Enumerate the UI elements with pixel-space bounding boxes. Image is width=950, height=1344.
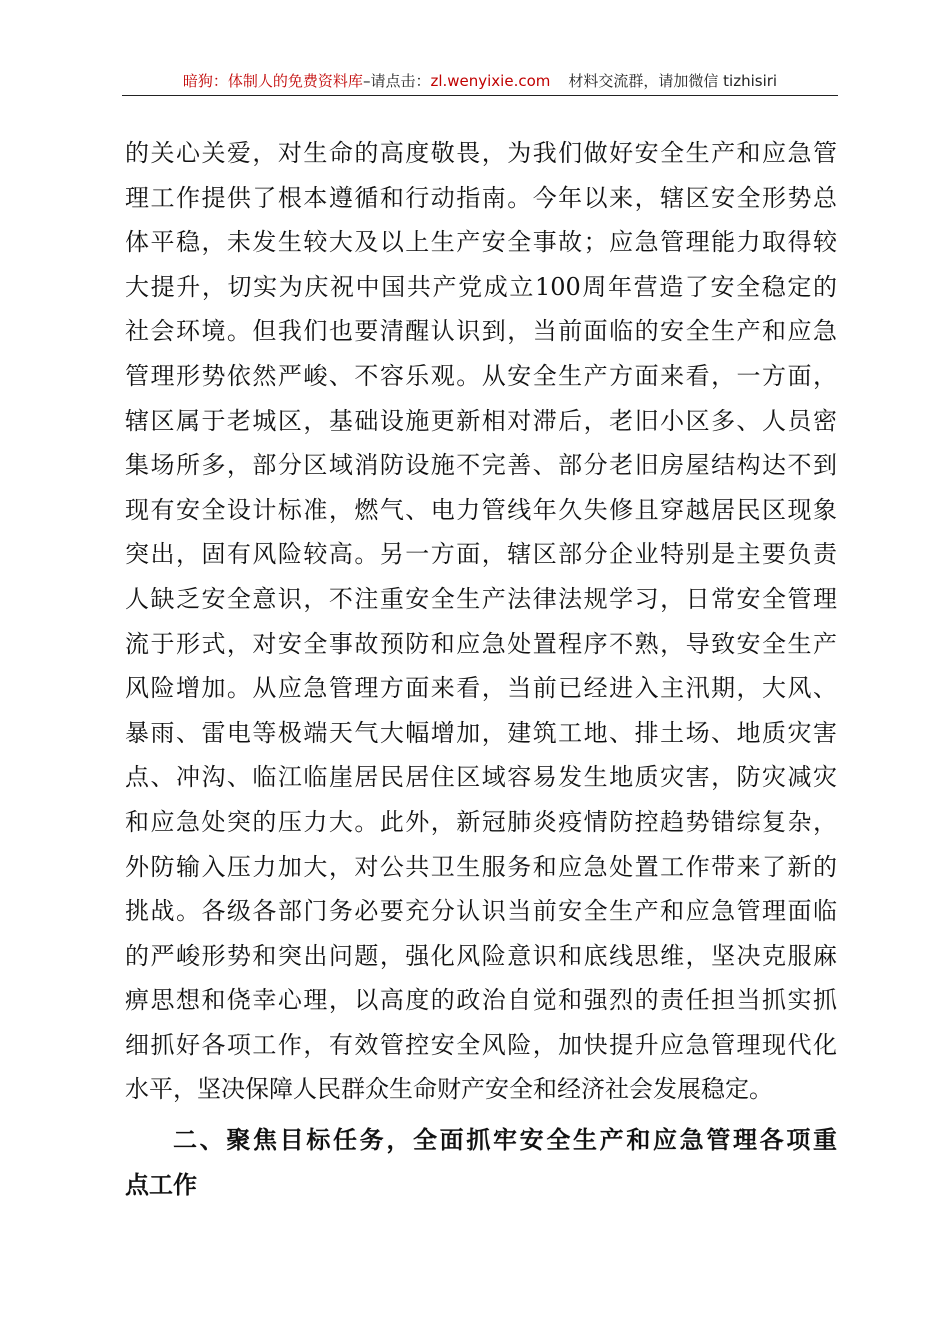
text-line: 集场所多，部分区域消防设施不完善、部分老旧房屋结构达不到	[125, 451, 837, 480]
section-heading	[125, 1117, 837, 1206]
heading-line: 点工作	[125, 1170, 197, 1199]
header-divider	[122, 95, 838, 96]
text-line: 管理形势依然严峻、不容乐观。从安全生产方面来看，一方面，	[125, 361, 837, 390]
text-line: 暴雨、雷电等极端天气大幅增加，建筑工地、排土场、地质灾害	[125, 718, 837, 747]
header-contact: 材料交流群，请加微信 tizhisiri	[568, 72, 778, 90]
heading-line: 二、聚焦目标任务，全面抓牢安全生产和应急管理各项重	[173, 1126, 837, 1154]
text-line: 人缺乏安全意识，不注重安全生产法律法规学习，日常安全管理	[125, 584, 837, 613]
text-line: 的关心关爱，对生命的高度敬畏，为我们做好安全生产和应急管	[125, 139, 837, 167]
page-header	[122, 64, 838, 98]
text-line: 体平稳，未发生较大及以上生产安全事故；应急管理能力取得较	[125, 228, 837, 257]
text-line: 辖区属于老城区，基础设施更新相对滞后，老旧小区多、人员密	[125, 406, 837, 435]
text-line: 的严峻形势和突出问题，强化风险意识和底线思维，坚决克服麻	[125, 941, 837, 970]
text-line: 细抓好各项工作，有效管控安全风险，加快提升应急管理现代化	[125, 1030, 837, 1059]
text-line: 水平，坚决保障人民群众生命财产安全和经济社会发展稳定。	[125, 1075, 773, 1104]
text-line: 社会环境。但我们也要清醒认识到，当前面临的安全生产和应急	[125, 317, 837, 346]
text-line: 流于形式，对安全事故预防和应急处置程序不熟，导致安全生产	[125, 629, 837, 658]
text-line: 大提升，切实为庆祝中国共产党成立100周年营造了安全稳定的	[125, 272, 837, 301]
body-paragraph	[125, 131, 837, 1112]
text-line: 和应急处突的压力大。此外，新冠肺炎疫情防控趋势错综复杂，	[125, 807, 837, 836]
header-link-prefix: –请点击：	[362, 72, 431, 90]
text-line: 挑战。各级各部门务必要充分认识当前安全生产和应急管理面临	[125, 897, 837, 926]
text-line: 点、冲沟、临江临崖居民居住区域容易发生地质灾害，防灾减灾	[125, 763, 837, 792]
text-line: 痹思想和侥幸心理，以高度的政治自觉和强烈的责任担当抓实抓	[125, 986, 837, 1015]
text-line: 外防输入压力加大，对公共卫生服务和应急处置工作带来了新的	[125, 852, 837, 881]
header-site-name: 暗狗：体制人的免费资料库	[182, 72, 363, 90]
text-line: 风险增加。从应急管理方面来看，当前已经进入主汛期，大风、	[125, 674, 837, 703]
text-line: 理工作提供了根本遵循和行动指南。今年以来，辖区安全形势总	[125, 183, 837, 212]
text-line: 现有安全设计标准，燃气、电力管线年久失修且穿越居民区现象	[125, 495, 837, 524]
text-line: 突出，固有风险较高。另一方面，辖区部分企业特别是主要负责	[125, 540, 837, 569]
header-url-link[interactable]: zl.wenyixie.com	[430, 72, 551, 90]
